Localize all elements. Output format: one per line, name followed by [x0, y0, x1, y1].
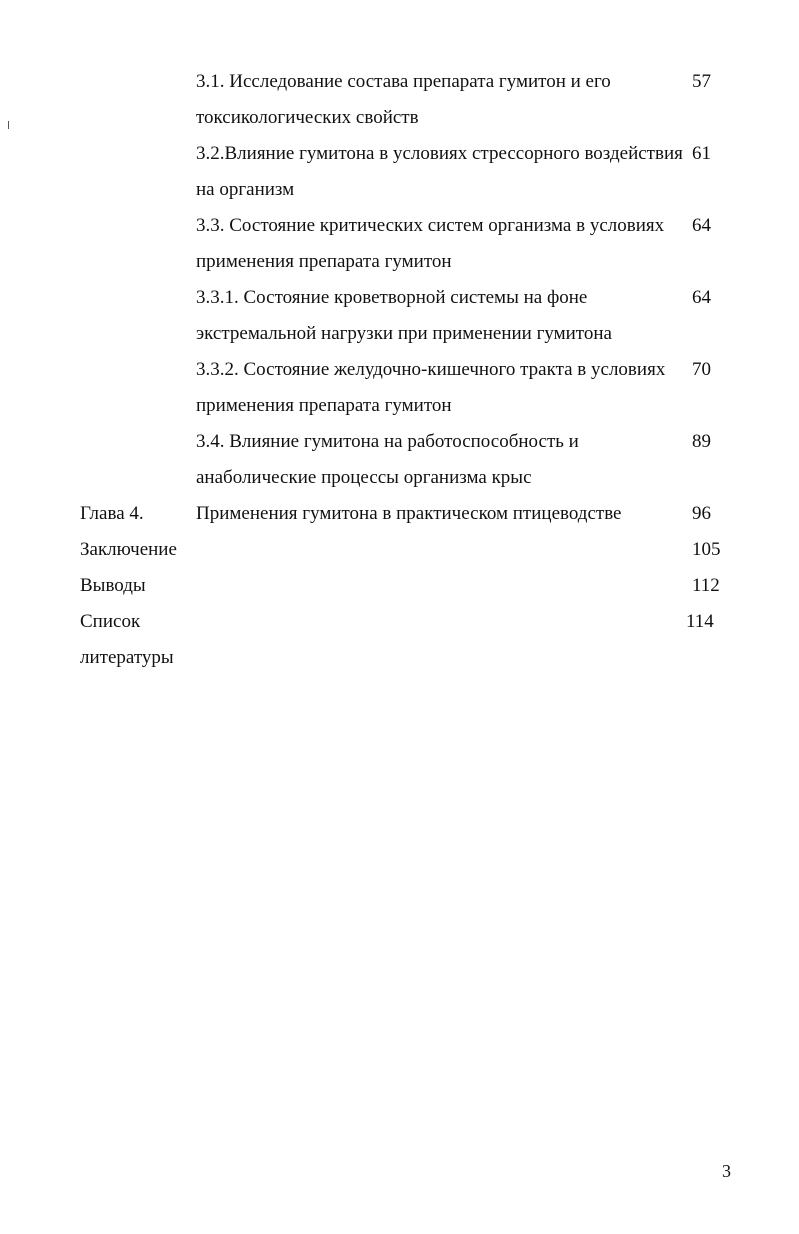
toc-title: 3.4. Влияние гумитона на работоспособность и анаболические процессы организма крыс — [196, 431, 579, 488]
toc-page: 112 — [692, 575, 720, 596]
toc-page: 70 — [692, 359, 711, 380]
toc-label: Заключение — [80, 539, 177, 560]
toc-row-findings — [0, 568, 799, 604]
table-of-contents — [0, 64, 799, 676]
toc-page: 89 — [692, 431, 711, 452]
toc-row-3-3 — [0, 208, 799, 280]
toc-page: 64 — [692, 215, 711, 236]
toc-title: Применения гумитона в практическом птицеводстве — [196, 503, 622, 524]
toc-page: 96 — [692, 503, 711, 524]
toc-page: 64 — [692, 287, 711, 308]
toc-row-3-3-1 — [0, 280, 799, 352]
toc-row-chapter-4 — [0, 496, 799, 532]
page-number: 3 — [722, 1161, 731, 1181]
toc-label: Список литературы — [80, 611, 174, 668]
toc-title: 3.3. Состояние критических систем организма в условиях применения препарата гумитон — [196, 215, 665, 272]
toc-label: Выводы — [80, 575, 146, 596]
toc-row-3-2 — [0, 136, 799, 208]
toc-title: 3.2.Влияние гумитона в условиях стрессорного воздействия на организм — [196, 143, 683, 200]
toc-row-3-3-2 — [0, 352, 799, 424]
toc-row-3-4 — [0, 424, 799, 496]
toc-page: 61 — [692, 143, 711, 164]
toc-row-3-1 — [0, 64, 799, 136]
toc-page: 57 — [692, 71, 711, 92]
toc-label: Глава 4. — [80, 503, 144, 524]
toc-title: 3.3.1. Состояние кроветворной системы на фоне экстремальной нагрузки при применении гумитона — [196, 287, 612, 344]
toc-page: 105 — [692, 539, 721, 560]
toc-title: 3.3.2. Состояние желудочно-кишечного тракта в условиях применения препарата гумитон — [196, 359, 666, 416]
toc-row-references — [0, 604, 799, 676]
toc-row-conclusion — [0, 532, 799, 568]
toc-page: 114 — [686, 611, 714, 632]
toc-title: 3.1. Исследование состава препарата гумитон и его токсикологических свойств — [196, 71, 611, 128]
